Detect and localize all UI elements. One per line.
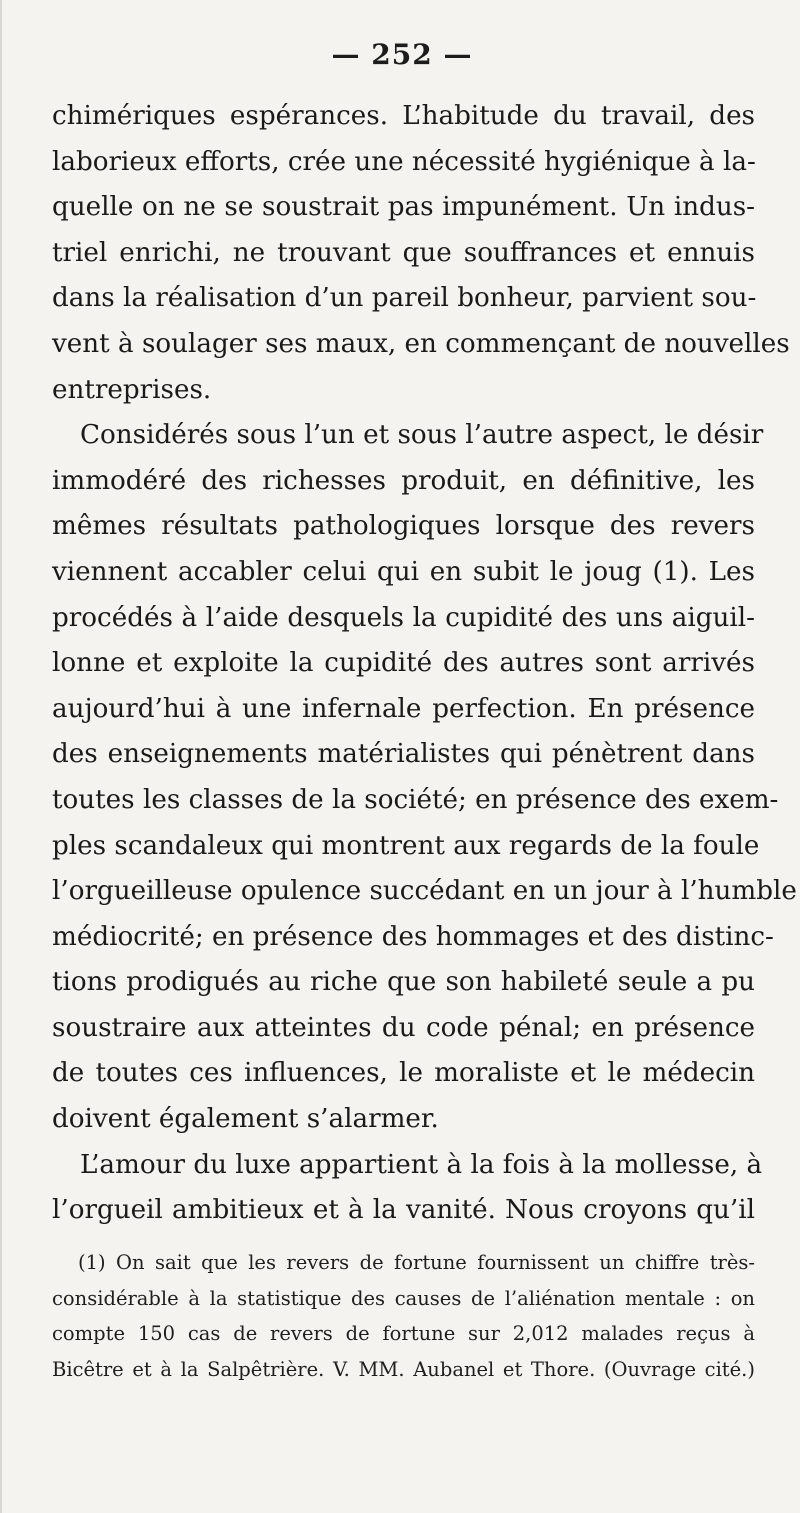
body-line: l’orgueilleuse opulence succédant en un jour à l’humble [52, 876, 797, 907]
body-line: vent à soulager ses maux, en commençant de nouvelles [52, 328, 790, 359]
page-number: — 252 — [331, 38, 473, 71]
footnote-line: (1) On sait que les revers de fortune fournissent un chiffre très- [78, 1251, 755, 1274]
footnote-line: Bicêtre et à la Salpêtrière. V. MM. Aubanel et Thore. (Ouvrage cité.) [52, 1357, 755, 1381]
body-line: aujourd’hui à une infernale perfection. En présence [52, 693, 755, 724]
body-line: lonne et exploite la cupidité des autres sont arrivés [52, 648, 755, 679]
body-line: soustraire aux atteintes du code pénal; en présence [52, 1012, 755, 1043]
body-line: dans la réalisation d’un pareil bonheur, parvient sou- [52, 283, 757, 314]
footnote-line: compte 150 cas de revers de fortune sur 2,012 malades reçus à [52, 1322, 755, 1345]
body-line: toutes les classes de la société; en présence des exem- [52, 784, 779, 815]
body-line: entreprises. [52, 374, 212, 405]
body-line: L’amour du luxe appartient à la fois à la mollesse, à [80, 1149, 763, 1180]
body-line: l’orgueil ambitieux et à la vanité. Nous croyons qu’il [52, 1195, 755, 1226]
body-line: triel enrichi, ne trouvant que souffrances et ennuis [52, 237, 755, 268]
body-line: de toutes ces influences, le moraliste et le médecin [52, 1058, 755, 1089]
body-line: doivent également s’alarmer. [52, 1104, 439, 1135]
body-line: des enseignements matérialistes qui pénètrent dans [52, 739, 755, 770]
body-line: tions prodigués au riche que son habileté seule a pu [52, 967, 755, 998]
body-line: ples scandaleux qui montrent aux regards de la foule [52, 830, 760, 861]
body-line: viennent accabler celui qui en subit le joug (1). Les [52, 556, 755, 587]
body-line: laborieux efforts, crée une nécessité hygiénique à la- [52, 146, 756, 177]
body-line: immodéré des richesses produit, en définitive, les [52, 465, 755, 496]
footnote-line: considérable à la statistique des causes de l’aliénation mentale : on [52, 1286, 755, 1310]
body-line: quelle on ne se soustrait pas impunément. Un indus- [52, 192, 755, 223]
footnote [52, 1245, 755, 1387]
body-line: Considérés sous l’un et sous l’autre aspect, le désir [80, 420, 764, 451]
body-line: procédés à l’aide desquels la cupidité des uns aiguil- [52, 602, 755, 633]
body-line: mêmes résultats pathologiques lorsque des revers [52, 511, 755, 542]
body-line: chimériques espérances. L’habitude du travail, des [52, 101, 755, 131]
body-line: médiocrité; en présence des hommages et des distinc- [52, 921, 774, 952]
body-text [52, 94, 797, 1234]
